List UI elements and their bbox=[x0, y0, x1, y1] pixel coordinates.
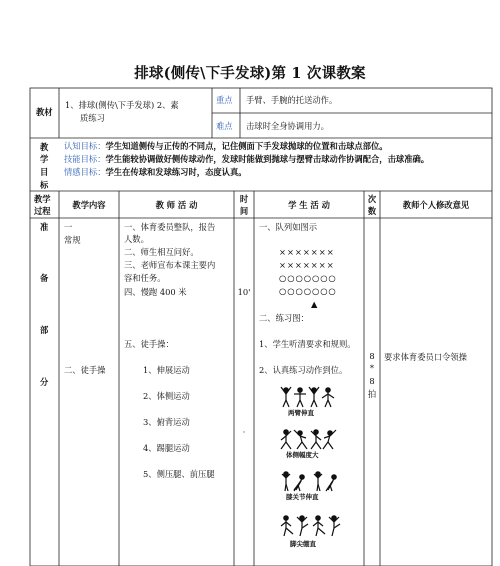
student-line: 二、练习图： bbox=[259, 313, 309, 323]
process-char-3: 部 bbox=[40, 325, 49, 335]
content-routine-num: 一 bbox=[64, 222, 73, 232]
formation-row: ××××××× bbox=[279, 247, 335, 257]
header-notes: 教师个人修改意见 bbox=[402, 200, 470, 210]
material-content-line1: 1、排球(侧传\下手发球) 2、素 bbox=[65, 100, 179, 110]
arms-stretch-figure bbox=[280, 386, 342, 408]
header-count-2: 数 bbox=[367, 206, 377, 216]
count-line: 8 bbox=[369, 376, 375, 386]
teacher-line: 三、老师宣布本课主要内 bbox=[124, 260, 216, 270]
content-routine: 常规 bbox=[64, 235, 81, 245]
goal-skill bbox=[64, 153, 429, 165]
student-line: 一、队列如图示 bbox=[259, 222, 318, 232]
header-teacher: 教 师 活 动 bbox=[155, 200, 198, 210]
formation-row: ○○○○○○○ bbox=[279, 273, 337, 283]
process-char-4: 分 bbox=[40, 377, 49, 387]
material-content-line2: 质练习 bbox=[80, 113, 105, 123]
teacher-note: 要求体育委员口令领操 bbox=[384, 352, 467, 362]
formation-row: ××××××× bbox=[279, 260, 335, 270]
teacher-line: 二、师生相互问好。 bbox=[124, 247, 199, 257]
student-line: 1、学生听清要求和规则。 bbox=[259, 339, 356, 349]
teacher-position-marker: ▲ bbox=[311, 299, 318, 309]
teacher-line: 人数。 bbox=[124, 234, 149, 244]
key-point-text: 手臂、手腕的托送动作。 bbox=[246, 95, 338, 105]
teacher-line: 3、俯背运动 bbox=[143, 417, 190, 427]
count-line: 拍 bbox=[367, 389, 377, 399]
goal-skill-tag: 技能目标： bbox=[64, 154, 106, 164]
goals-label-3: 目 bbox=[40, 167, 49, 177]
goal-affective-text: 学生在传球和发球练习时，态度认真。 bbox=[105, 167, 247, 177]
time-dot: · bbox=[242, 427, 246, 437]
toe-point-figure bbox=[280, 514, 342, 538]
goal-cognitive bbox=[64, 140, 388, 152]
goal-cognitive-text: 学生知道侧传与正传的不同点，记住侧面下手发球抛球的位置和击球点部位。 bbox=[105, 141, 388, 151]
label-key-point: 重点 bbox=[216, 95, 233, 105]
goal-cognitive-tag: 认知目标： bbox=[64, 141, 106, 151]
content-free-exercise: 二、徒手操 bbox=[64, 365, 106, 375]
header-time-1: 时 bbox=[239, 194, 249, 204]
time-warmup: 10' bbox=[237, 287, 251, 297]
goal-affective-tag: 情感目标： bbox=[64, 167, 106, 177]
teacher-line: 一、体育委员整队，报告 bbox=[124, 222, 216, 232]
count-line: * bbox=[369, 363, 375, 373]
figure-caption: 两臂伸直 bbox=[288, 409, 314, 417]
teacher-line: 5、侧压腿、前压腿 bbox=[143, 469, 215, 479]
teacher-line: 四、慢跑 400 米 bbox=[124, 287, 187, 297]
side-bend-figure bbox=[280, 428, 342, 450]
header-process-1: 教学 bbox=[34, 194, 51, 204]
goals-label-2: 学 bbox=[40, 154, 49, 164]
goal-skill-text: 学生能较协调做好侧传球动作，发球时能做到抛球与摆臂击球动作协调配合，击球准确。 bbox=[105, 154, 430, 164]
goals-label-1: 教 bbox=[40, 142, 49, 152]
header-content: 教学内容 bbox=[72, 200, 106, 210]
formation-row: ○○○○○○○ bbox=[279, 286, 337, 296]
process-char-1: 准 bbox=[40, 222, 49, 232]
header-process-2: 过程 bbox=[34, 206, 51, 216]
student-line: 2、认真练习动作到位。 bbox=[259, 365, 348, 375]
label-difficulty: 难点 bbox=[216, 121, 233, 131]
teacher-line: 4、踢腿运动 bbox=[143, 443, 190, 453]
figure-caption: 脚尖绷直 bbox=[290, 540, 316, 548]
teacher-line: 容和任务。 bbox=[124, 273, 166, 283]
goals-label-4: 标 bbox=[40, 180, 49, 190]
header-time-2: 间 bbox=[239, 206, 249, 216]
count-line: 8 bbox=[369, 351, 375, 361]
teacher-line: 2、体侧运动 bbox=[143, 391, 190, 401]
header-count-1: 次 bbox=[367, 194, 377, 204]
teacher-line: 1、伸展运动 bbox=[143, 365, 190, 375]
goal-affective bbox=[64, 166, 247, 178]
process-char-2: 备 bbox=[40, 273, 49, 283]
header-student: 学 生 活 动 bbox=[288, 200, 330, 210]
figure-caption: 膝关节伸直 bbox=[286, 493, 319, 501]
figure-caption: 体侧幅度大 bbox=[286, 451, 319, 459]
label-material: 教材 bbox=[36, 107, 53, 117]
teacher-line: 五、徒手操： bbox=[124, 339, 174, 349]
difficulty-text: 击球时全身协调用力。 bbox=[246, 121, 329, 131]
page-title: 排球(侧传\下手发球)第 1 次课教案 bbox=[134, 65, 366, 82]
knee-straight-figure bbox=[280, 470, 342, 492]
